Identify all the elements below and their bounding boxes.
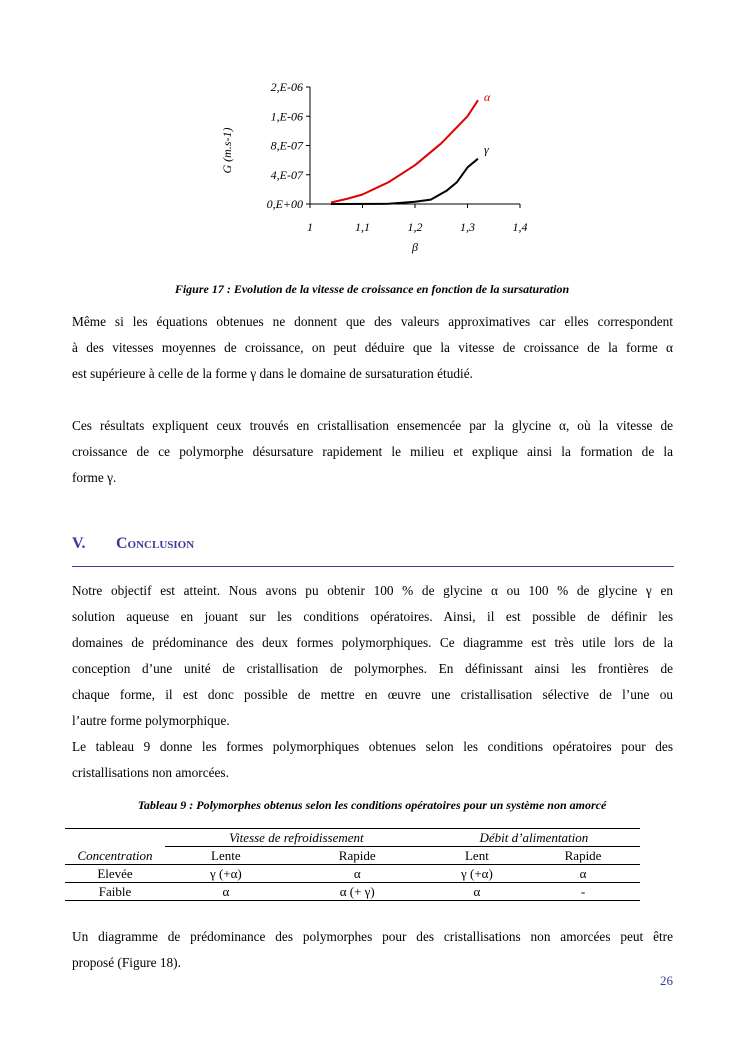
table-caption: Tableau 9 : Polymorphes obtenus selon les conditions opératoires pour un système non amorcé xyxy=(137,798,607,812)
y-tick-label: 0,E+00 xyxy=(266,197,303,211)
text-line: forme γ. xyxy=(72,470,117,485)
section-title: Conclusion xyxy=(116,535,195,552)
table-cell: α xyxy=(579,866,587,881)
paragraph-1 xyxy=(72,309,673,387)
x-tick-label: 1,1 xyxy=(355,220,370,234)
paragraph-3 xyxy=(72,578,673,786)
x-tick-label: 1,4 xyxy=(512,220,528,234)
table-cell: α xyxy=(353,866,361,881)
figure-caption: Figure 17 : Evolution de la vitesse de croissance en fonction de la sursaturation xyxy=(174,282,570,296)
paragraph-4 xyxy=(72,924,673,976)
group-header: Débit d’alimentation xyxy=(428,829,640,847)
y-tick-label: 8,E-07 xyxy=(270,138,303,153)
table-row xyxy=(65,883,640,901)
table-cell: γ (+α) xyxy=(209,866,242,881)
table-cell: α xyxy=(222,884,230,899)
text-line: cristallisations non amorcées. xyxy=(72,765,229,780)
table-cell: α (+ γ) xyxy=(339,884,375,899)
row-label: Faible xyxy=(98,884,132,899)
text-line: conception d’une unité de cristallisation de polymorphes. En définissant ainsi les frontières de xyxy=(72,661,673,676)
sub-header: Lent xyxy=(464,848,489,863)
text-line: domaines de prédominance des deux formes polymorphiques. Ce diagramme est très utile lors de la xyxy=(72,635,673,650)
table-header-row xyxy=(65,829,640,847)
text-line: solution aqueuse en jouant sur les conditions opératoires. Ainsi, il est possible de définir les xyxy=(72,609,673,624)
x-axis-label: β xyxy=(412,240,418,254)
y-tick-label: 2,E-06 xyxy=(270,80,303,94)
polymorph-table xyxy=(65,828,640,901)
series-label: α xyxy=(484,90,491,105)
table-row xyxy=(65,865,640,883)
series-line-alpha xyxy=(331,100,478,202)
y-tick-label: 4,E-07 xyxy=(270,167,303,182)
y-tick-label: 1,E-06 xyxy=(270,109,303,124)
row-header: Concentration xyxy=(77,847,153,863)
group-header: Vitesse de refroidissement xyxy=(165,829,428,847)
heading-rule xyxy=(72,566,674,567)
y-axis-label: G (m.s-1) xyxy=(220,127,234,174)
x-tick-label: 1,2 xyxy=(407,220,423,234)
paragraph-2 xyxy=(72,413,673,491)
x-tick-label: 1 xyxy=(307,220,313,234)
text-line: Ces résultats expliquent ceux trouvés en cristallisation ensemencée par la glycine α, où la vitesse de xyxy=(72,418,673,433)
table-subheader-row xyxy=(65,847,640,865)
growth-rate-chart xyxy=(200,70,540,260)
sub-header: Rapide xyxy=(338,848,376,863)
text-line: Le tableau 9 donne les formes polymorphiques obtenues selon les conditions opératoires pour des xyxy=(72,739,673,754)
page-number: 26 xyxy=(660,973,673,988)
row-label: Elevée xyxy=(97,866,133,881)
text-line: proposé (Figure 18). xyxy=(72,955,181,970)
table-cell: γ (+α) xyxy=(461,866,493,881)
text-line: chaque forme, il est donc possible de mettre en œuvre une cristallisation sélective de l’une ou xyxy=(72,687,673,702)
sub-header: Lente xyxy=(211,848,241,863)
series-label: γ xyxy=(484,142,489,157)
text-line: Un diagramme de prédominance des polymorphes pour des cristallisations non amorcées peut être xyxy=(72,929,673,944)
text-line: croissance de ce polymorphe désursature rapidement le milieu et explique ainsi la formation de la xyxy=(72,444,673,459)
text-line: est supérieure à celle de la forme γ dans le domaine de sursaturation étudié. xyxy=(72,366,473,381)
section-number: V. xyxy=(72,535,86,552)
x-tick-label: 1,3 xyxy=(460,220,475,234)
table-cell: α xyxy=(473,884,481,899)
text-line: Notre objectif est atteint. Nous avons pu obtenir 100 % de glycine α ou 100 % de glycine γ en xyxy=(72,583,673,598)
text-line: l’autre forme polymorphique. xyxy=(72,713,230,728)
text-line: Même si les équations obtenues ne donnent que des valeurs approximatives car elles correspondent xyxy=(72,314,673,329)
section-heading xyxy=(72,535,194,553)
text-line: à des vitesses moyennes de croissance, on peut déduire que la vitesse de croissance de la forme α xyxy=(72,340,673,355)
table-cell: - xyxy=(580,884,586,899)
sub-header: Rapide xyxy=(564,848,602,863)
